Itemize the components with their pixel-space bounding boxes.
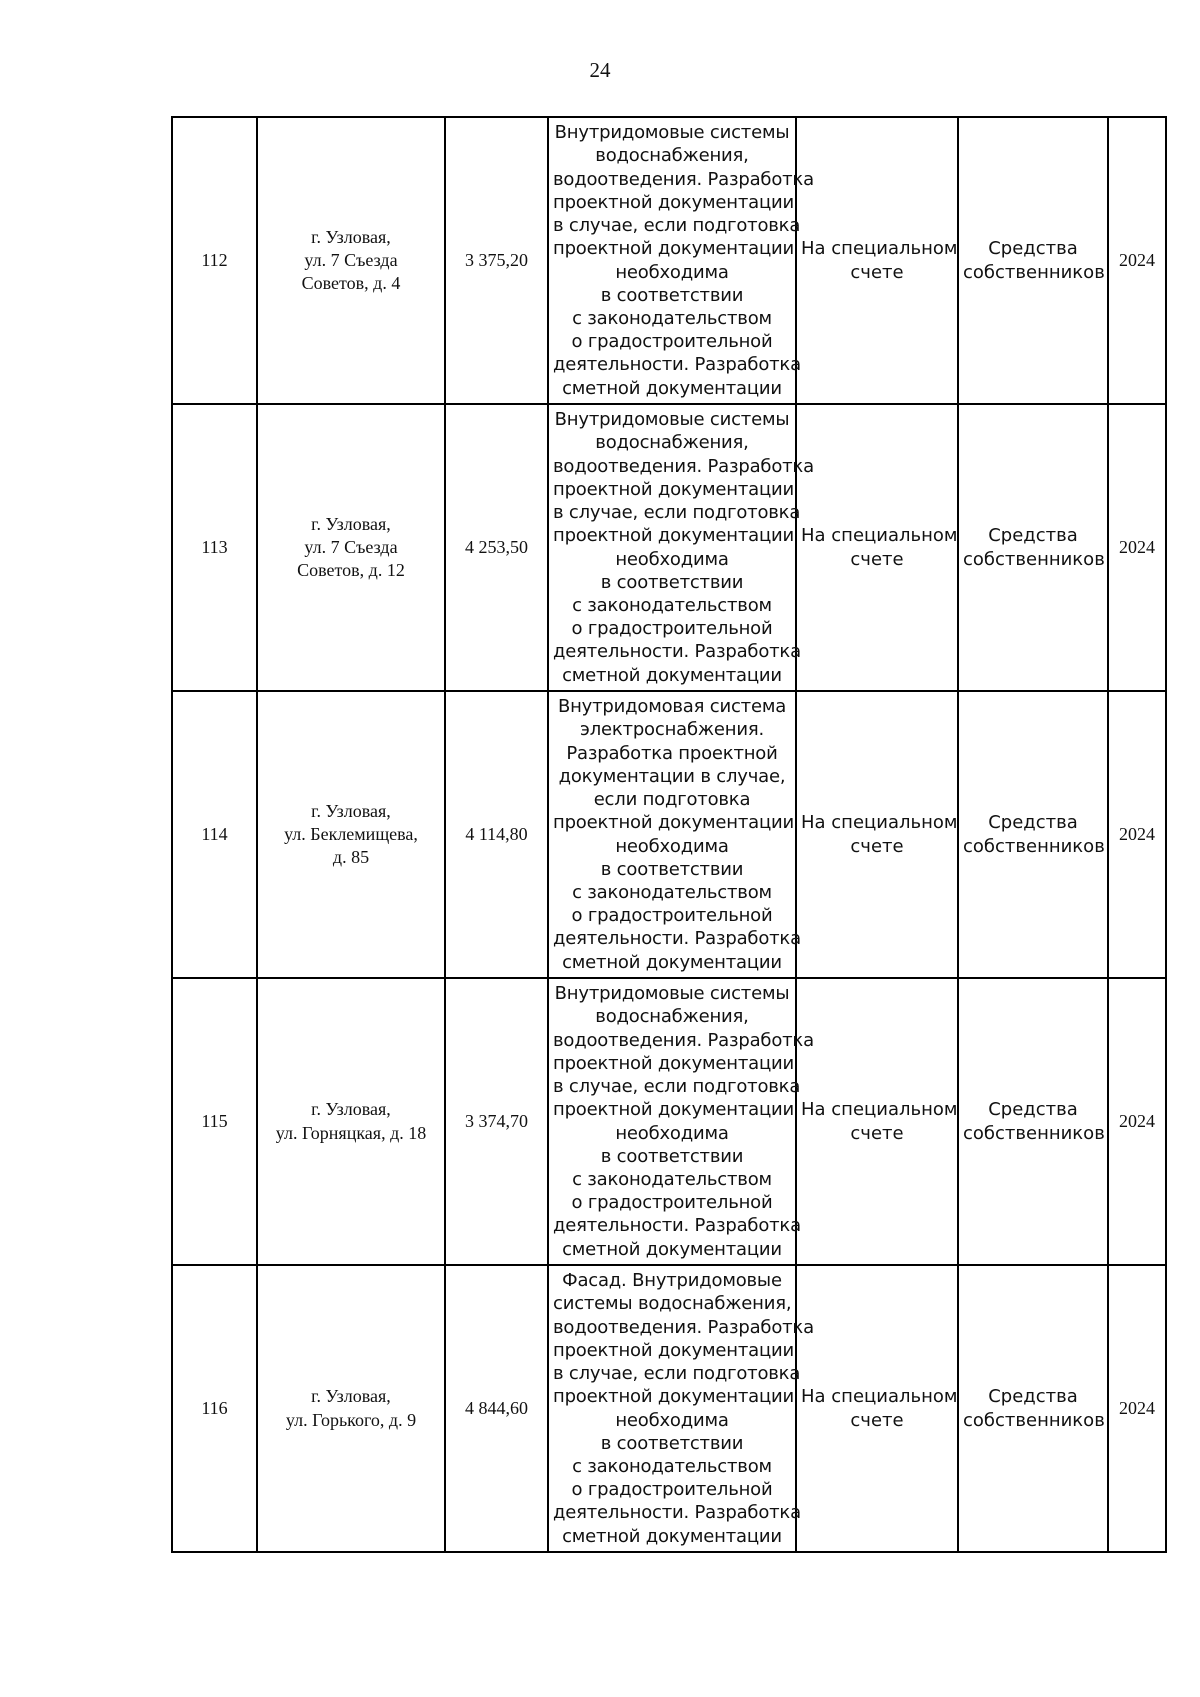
work-description-cell-line: деятельности. Разработка xyxy=(553,1502,801,1524)
year-cell: 2024 xyxy=(1108,117,1166,404)
funding-source-cell-line: собственников xyxy=(963,548,1105,570)
table-body xyxy=(172,117,1166,1552)
work-description-cell-line: Фасад. Внутридомовые xyxy=(562,1270,782,1292)
work-description-cell-line: в случае, если подготовка xyxy=(553,1363,801,1385)
work-description-cell-line: в случае, если подготовка xyxy=(553,1076,801,1098)
row-number-cell: 113 xyxy=(172,404,257,691)
work-description-cell-line: если подготовка xyxy=(593,789,751,811)
work-description-cell-line: в соответствии xyxy=(600,1145,744,1167)
work-description-cell-line: в случае, если подготовка xyxy=(553,502,801,524)
address-cell xyxy=(257,1265,445,1552)
account-cell-line: На специальном xyxy=(801,1099,958,1121)
row-number-cell: 114 xyxy=(172,691,257,978)
work-description-cell-line: проектной документации xyxy=(553,238,795,260)
account-cell xyxy=(796,1265,958,1552)
table-row xyxy=(172,117,1166,404)
area-cell: 4 114,80 xyxy=(445,691,548,978)
repair-plan-table xyxy=(171,116,1167,1553)
funding-source-cell xyxy=(958,978,1108,1265)
work-description-cell-line: электроснабжения. xyxy=(580,719,764,741)
address-cell-line: ул. Горняцкая, д. 18 xyxy=(275,1122,427,1143)
account-cell xyxy=(796,691,958,978)
work-description-cell-line: о градостроительной xyxy=(571,1479,773,1501)
address-cell xyxy=(257,404,445,691)
funding-source-cell-line: Средства xyxy=(988,1386,1078,1408)
work-description-cell-line: необходима xyxy=(615,261,729,283)
work-description-cell-line: Внутридомовые системы xyxy=(554,122,790,144)
work-description-cell-line: документации в случае, xyxy=(558,765,786,787)
work-description-cell-line: в случае, если подготовка xyxy=(553,215,801,237)
work-description-cell-line: сметной документации xyxy=(562,1238,782,1260)
work-description-cell-line: в соответствии xyxy=(600,858,744,880)
work-description-cell-line: сметной документации xyxy=(562,951,782,973)
address-cell-line: г. Узловая, xyxy=(311,800,391,821)
work-description-cell-line: необходима xyxy=(615,548,729,570)
work-description-cell-line: о градостроительной xyxy=(571,905,773,927)
work-description-cell xyxy=(548,978,814,1265)
work-description-cell-line: о градостроительной xyxy=(571,1192,773,1214)
work-description-cell xyxy=(548,691,801,978)
table-row xyxy=(172,1265,1166,1552)
work-description-cell xyxy=(548,404,814,691)
address-cell-line: ул. 7 Съезда xyxy=(304,249,398,270)
work-description-cell-line: в соответствии xyxy=(600,1432,744,1454)
row-number-cell: 116 xyxy=(172,1265,257,1552)
work-description-cell-line: с законодательством xyxy=(572,1168,772,1190)
work-description-cell-line: в соответствии xyxy=(600,571,744,593)
work-description-cell-line: о градостроительной xyxy=(571,618,773,640)
funding-source-cell-line: Средства xyxy=(988,525,1078,547)
work-description-cell-line: в соответствии xyxy=(600,284,744,306)
funding-source-cell xyxy=(958,404,1108,691)
address-cell-line: д. 85 xyxy=(332,847,370,868)
work-description-cell-line: водоснабжения, xyxy=(595,432,749,454)
work-description-cell-line: с законодательством xyxy=(572,594,772,616)
work-description-cell xyxy=(548,1265,814,1552)
account-cell xyxy=(796,404,958,691)
address-cell-line: Советов, д. 12 xyxy=(297,560,405,581)
area-cell: 4 844,60 xyxy=(445,1265,548,1552)
work-description-cell-line: проектной документации xyxy=(553,1339,795,1361)
work-description-cell-line: водоснабжения, xyxy=(595,145,749,167)
account-cell-line: счете xyxy=(850,835,904,857)
funding-source-cell-line: собственников xyxy=(963,1122,1105,1144)
work-description-cell-line: необходима xyxy=(615,835,729,857)
work-description-cell-line: проектной документации xyxy=(553,812,795,834)
address-cell xyxy=(257,117,445,404)
address-cell-line: ул. 7 Съезда xyxy=(304,536,398,557)
area-cell: 3 374,70 xyxy=(445,978,548,1265)
work-description-cell-line: водоотведения. Разработка xyxy=(553,168,814,190)
table-row xyxy=(172,978,1166,1265)
work-description-cell-line: сметной документации xyxy=(562,1525,782,1547)
work-description-cell-line: системы водоснабжения, xyxy=(553,1293,792,1315)
account-cell xyxy=(796,117,958,404)
work-description-cell-line: водоотведения. Разработка xyxy=(553,455,814,477)
account-cell-line: На специальном xyxy=(801,238,958,260)
funding-source-cell xyxy=(958,1265,1108,1552)
work-description-cell-line: проектной документации xyxy=(553,525,795,547)
year-cell: 2024 xyxy=(1108,404,1166,691)
year-cell: 2024 xyxy=(1108,691,1166,978)
work-description-cell-line: проектной документации xyxy=(553,478,795,500)
work-description-cell-line: деятельности. Разработка xyxy=(553,1215,801,1237)
work-description-cell-line: водоотведения. Разработка xyxy=(553,1029,814,1051)
work-description-cell-line: водоснабжения, xyxy=(595,1006,749,1028)
work-description-cell-line: необходима xyxy=(615,1122,729,1144)
work-description-cell-line: с законодательством xyxy=(572,881,772,903)
funding-source-cell-line: Средства xyxy=(988,1099,1078,1121)
account-cell-line: счете xyxy=(850,548,904,570)
work-description-cell xyxy=(548,117,814,404)
work-description-cell-line: проектной документации xyxy=(553,1052,795,1074)
account-cell-line: счете xyxy=(850,1409,904,1431)
row-number-cell: 112 xyxy=(172,117,257,404)
address-cell xyxy=(257,691,445,978)
funding-source-cell-line: собственников xyxy=(963,835,1105,857)
work-description-cell-line: деятельности. Разработка xyxy=(553,928,801,950)
work-description-cell-line: сметной документации xyxy=(562,377,782,399)
address-cell-line: ул. Беклемищева, xyxy=(284,823,418,844)
address-cell-line: г. Узловая, xyxy=(311,226,391,247)
table-row xyxy=(172,404,1166,691)
account-cell-line: На специальном xyxy=(801,525,958,547)
area-cell: 4 253,50 xyxy=(445,404,548,691)
funding-source-cell-line: собственников xyxy=(963,261,1105,283)
address-cell-line: г. Узловая, xyxy=(311,1386,391,1407)
account-cell-line: счете xyxy=(850,1122,904,1144)
address-cell-line: г. Узловая, xyxy=(311,1099,391,1120)
address-cell-line: ул. Горького, д. 9 xyxy=(285,1409,417,1430)
work-description-cell-line: с законодательством xyxy=(572,1455,772,1477)
year-cell: 2024 xyxy=(1108,978,1166,1265)
account-cell-line: счете xyxy=(850,261,904,283)
funding-source-cell-line: собственников xyxy=(963,1409,1105,1431)
work-description-cell-line: Внутридомовые системы xyxy=(554,409,790,431)
work-description-cell-line: необходима xyxy=(615,1409,729,1431)
funding-source-cell-line: Средства xyxy=(988,812,1078,834)
funding-source-cell-line: Средства xyxy=(988,238,1078,260)
account-cell xyxy=(796,978,958,1265)
work-description-cell-line: с законодательством xyxy=(572,307,772,329)
page-number: 24 xyxy=(589,58,611,82)
account-cell-line: На специальном xyxy=(801,812,958,834)
work-description-cell-line: проектной документации xyxy=(553,1099,795,1121)
row-number-cell: 115 xyxy=(172,978,257,1265)
address-cell-line: Советов, д. 4 xyxy=(301,273,401,294)
work-description-cell-line: Внутридомовые системы xyxy=(554,983,790,1005)
work-description-cell-line: о градостроительной xyxy=(571,331,773,353)
work-description-cell-line: сметной документации xyxy=(562,664,782,686)
work-description-cell-line: проектной документации xyxy=(553,1386,795,1408)
address-cell-line: г. Узловая, xyxy=(311,513,391,534)
year-cell: 2024 xyxy=(1108,1265,1166,1552)
address-cell xyxy=(257,978,445,1265)
area-cell: 3 375,20 xyxy=(445,117,548,404)
work-description-cell-line: Разработка проектной xyxy=(566,742,778,764)
work-description-cell-line: деятельности. Разработка xyxy=(553,354,801,376)
work-description-cell-line: водоотведения. Разработка xyxy=(553,1316,814,1338)
funding-source-cell xyxy=(958,117,1108,404)
account-cell-line: На специальном xyxy=(801,1386,958,1408)
table-row xyxy=(172,691,1166,978)
work-description-cell-line: проектной документации xyxy=(553,191,795,213)
work-description-cell-line: деятельности. Разработка xyxy=(553,641,801,663)
work-description-cell-line: Внутридомовая система xyxy=(557,696,787,718)
funding-source-cell xyxy=(958,691,1108,978)
